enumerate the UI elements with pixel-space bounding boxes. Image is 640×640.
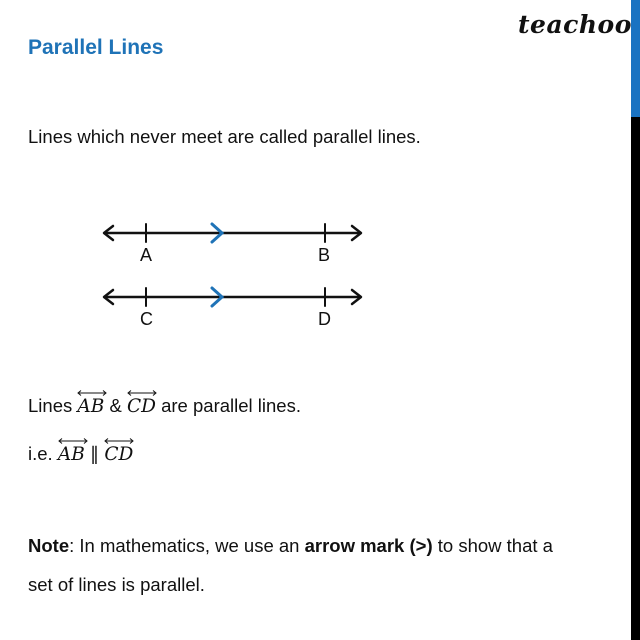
arrow-mark-emphasis: arrow mark (>) <box>304 535 433 556</box>
intro-text: Lines which never meet are called parallel lines. <box>28 126 421 147</box>
note-line-2: set of lines is parallel. <box>28 574 205 595</box>
teachoo-logo: teachoo <box>518 10 632 39</box>
page-title: Parallel Lines <box>28 36 164 59</box>
point-label-a: A <box>140 245 153 265</box>
note-label: Note <box>28 535 70 556</box>
line-notation-ab: AB <box>77 396 104 417</box>
note-line-1: Note: In mathematics, we use an arrow mark (>) to show that a <box>28 535 553 556</box>
point-label-d: D <box>318 309 331 329</box>
double-arrow-overline-icon <box>58 437 88 445</box>
line-cd <box>104 288 361 306</box>
line-notation-cd: CD <box>104 444 133 465</box>
point-label-c: C <box>140 309 153 329</box>
line-notation-ab: AB <box>58 444 85 465</box>
line-ab <box>104 224 361 242</box>
double-arrow-overline-icon <box>127 389 157 397</box>
double-arrow-overline-icon <box>104 437 134 445</box>
line-notation-cd: CD <box>127 396 156 417</box>
statement-line: Lines AB & CD are parallel lines. <box>28 395 301 417</box>
double-arrow-overline-icon <box>77 389 107 397</box>
parallel-symbol: ∥ <box>84 443 105 464</box>
ie-line: i.e. AB ∥ CD <box>28 443 133 465</box>
point-label-b: B <box>318 245 331 265</box>
